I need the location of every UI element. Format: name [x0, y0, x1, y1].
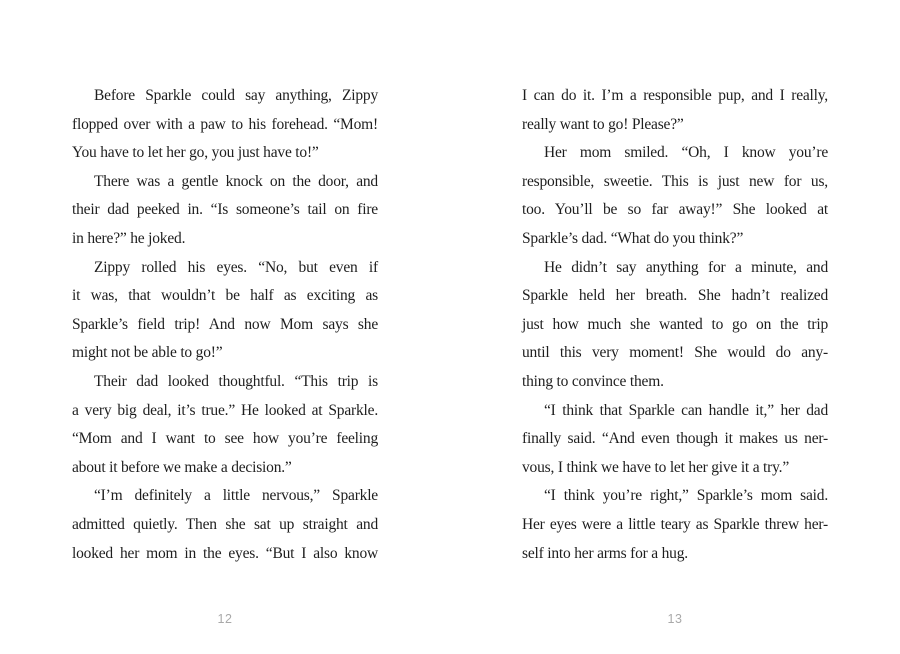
text-line [72, 111, 378, 140]
text-line [522, 139, 828, 168]
text-line [72, 454, 378, 483]
page-left-text [72, 82, 378, 568]
text-line [522, 111, 828, 140]
text-line-content: just how much she wanted to go on the trip [522, 315, 828, 333]
text-line [522, 82, 828, 111]
text-line-content: responsible, sweetie. This is just new for us, [522, 172, 828, 190]
page-left [72, 0, 378, 654]
text-line-content: vous, I think we have to let her give it a try.” [522, 458, 790, 476]
text-line [72, 82, 378, 111]
text-line [72, 339, 378, 368]
text-line [522, 339, 828, 368]
text-line [522, 454, 828, 483]
text-line-content: their dad peeked in. “Is someone’s tail on fire [72, 201, 378, 219]
text-line [72, 311, 378, 340]
text-line [522, 397, 828, 426]
text-line-content: really want to go! Please?” [522, 115, 684, 133]
text-line-content: I can do it. I’m a responsible pup, and I really, [522, 87, 828, 104]
text-line-content: flopped over with a paw to his forehead. “Mom! [72, 115, 378, 133]
text-line-content: looked her mom in the eyes. “But I also know [72, 544, 378, 562]
text-line [72, 511, 378, 540]
text-line-content: self into her arms for a hug. [522, 544, 688, 562]
text-line [522, 511, 828, 540]
text-line-content: You have to let her go, you just have to!” [72, 144, 319, 162]
page-right [522, 0, 828, 654]
text-line-content: admitted quietly. Then she sat up straight and [72, 515, 378, 533]
text-line [522, 254, 828, 283]
text-line-content: Sparkle’s dad. “What do you think?” [522, 229, 744, 247]
text-line-content: Her mom smiled. “Oh, I know you’re [544, 144, 828, 162]
text-line [72, 254, 378, 283]
text-line [72, 225, 378, 254]
text-line [72, 282, 378, 311]
text-line-content: might not be able to go!” [72, 344, 223, 362]
text-line [72, 368, 378, 397]
text-line-content: Sparkle held her breath. She hadn’t realized [522, 287, 828, 305]
text-line [522, 225, 828, 254]
text-line [72, 425, 378, 454]
text-line-content: until this very moment! She would do any- [522, 344, 828, 362]
text-line [72, 139, 378, 168]
text-line-content: it was, that wouldn’t be half as exciting as [72, 287, 378, 305]
page-number-right: 13 [667, 612, 683, 626]
text-line [522, 540, 828, 569]
text-line-content: There was a gentle knock on the door, and [94, 172, 378, 190]
text-line [72, 482, 378, 511]
text-line-content: “I think you’re right,” Sparkle’s mom said. [544, 487, 828, 505]
page-number-left: 12 [217, 612, 233, 626]
text-line-content: Zippy rolled his eyes. “No, but even if [94, 258, 378, 276]
text-line-content: a very big deal, it’s true.” He looked at Sparkle. [72, 401, 378, 419]
text-line [522, 425, 828, 454]
text-line-content: Their dad looked thoughtful. “This trip is [94, 372, 378, 390]
text-line [522, 168, 828, 197]
text-line-content: Before Sparkle could say anything, Zippy [94, 87, 378, 104]
text-line [72, 168, 378, 197]
text-line-content: Sparkle’s field trip! And now Mom says she [72, 315, 378, 333]
text-line [522, 282, 828, 311]
text-line-content: “I think that Sparkle can handle it,” her dad [544, 401, 828, 419]
text-line [522, 196, 828, 225]
text-line-content: He didn’t say anything for a minute, and [544, 258, 828, 276]
text-line-content: thing to convince them. [522, 372, 664, 390]
text-line-content: Her eyes were a little teary as Sparkle threw her- [522, 515, 828, 533]
text-line [522, 368, 828, 397]
text-line-content: “Mom and I want to see how you’re feeling [72, 430, 378, 448]
text-line-content: in here?” he joked. [72, 229, 186, 247]
page-right-text [522, 82, 828, 568]
text-line-content: too. You’ll be so far away!” She looked at [522, 201, 828, 219]
text-line [72, 196, 378, 225]
text-line-content: about it before we make a decision.” [72, 458, 292, 476]
text-line [72, 397, 378, 426]
text-line-content: finally said. “And even though it makes us ner- [522, 430, 828, 448]
text-line [522, 482, 828, 511]
text-line-content: “I’m definitely a little nervous,” Sparkle [94, 487, 378, 505]
text-line [72, 540, 378, 569]
text-line [522, 311, 828, 340]
